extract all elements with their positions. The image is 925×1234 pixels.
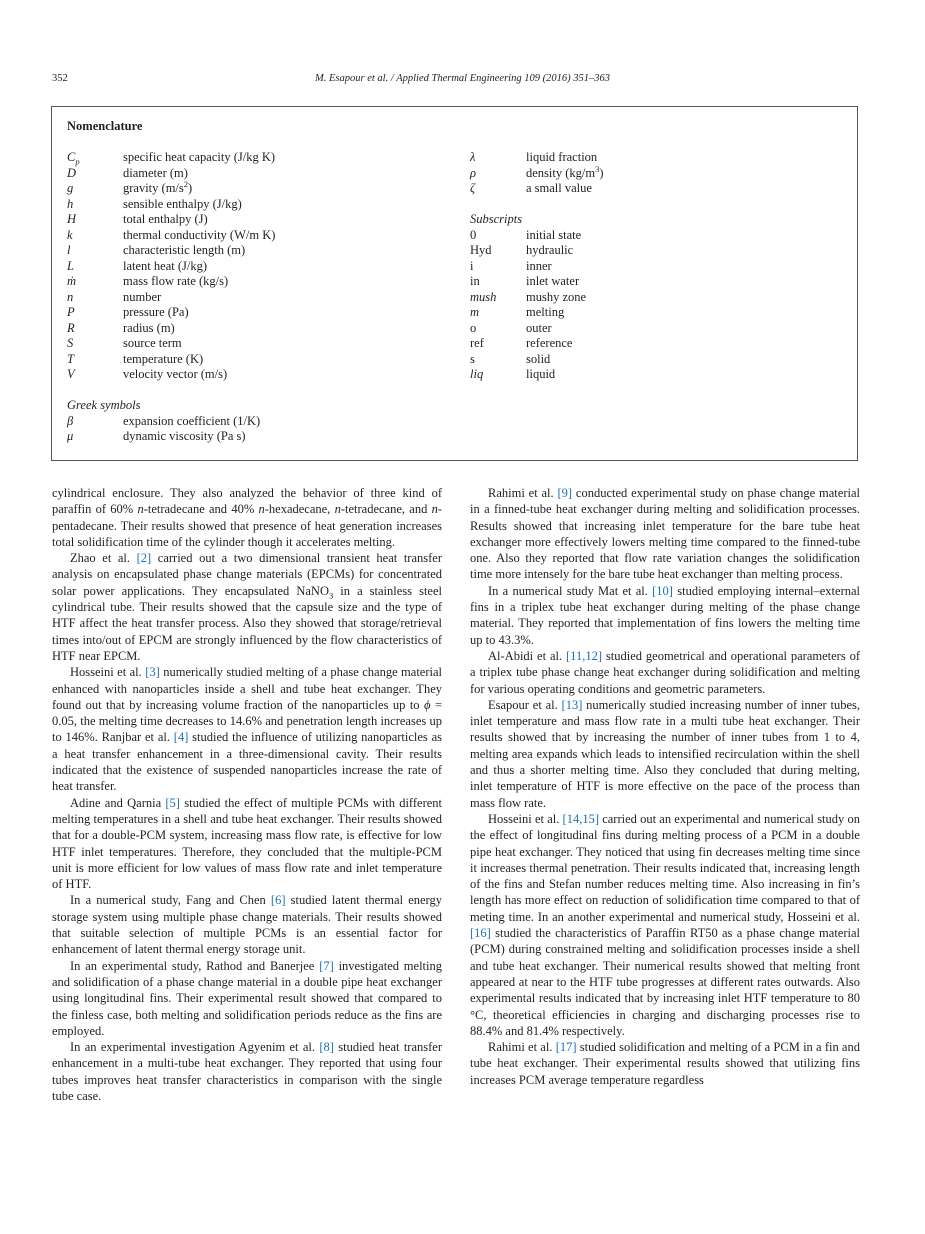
paragraph: In an experimental investigation Agyenim et al. [8] studied heat transfer enhancement in a multi-tube heat exchanger. They reported that using four tubes improves heat transfer characteristics in comparison with the single tube case. bbox=[52, 1040, 442, 1103]
nomenclature-definition: total enthalpy (J) bbox=[123, 212, 208, 226]
nomenclature-definition: outer bbox=[526, 320, 552, 335]
nomenclature-symbol: g bbox=[67, 181, 74, 195]
paragraph: Rahimi et al. [9] conducted experimental study on phase change material in a finned-tube heat exchanger during melting and solidification processes. Results showed that increasing inlet temperature for the bare tube heat exchanger more effectively lowers melting time compared to the finned-tube one. Also they reported that flow rate variation changes the solidification time more intensely for the bare tube heat exchanger than melting process. bbox=[470, 486, 860, 582]
nomenclature-row bbox=[470, 290, 830, 306]
definition-superscript: 3 bbox=[595, 163, 600, 174]
nomenclature-row bbox=[470, 352, 830, 368]
citation-link[interactable]: [4] bbox=[173, 730, 189, 745]
nomenclature-row bbox=[470, 181, 830, 197]
nomenclature-symbol: mush bbox=[470, 289, 497, 304]
nomenclature-definition: velocity vector (m/s) bbox=[123, 367, 228, 381]
spacer bbox=[470, 197, 830, 213]
paragraph: Adine and Qarnia [5] studied the effect of multiple PCMs with different melting temperatures in a shell and tube heat exchanger. Their results showed that for a double-PCM system, increasing mass flow rate, is effective for low HTF inlet temperatures. Therefore, they concluded that the multiple-PCM unit is more efficient for low values of mass flow rate and inlet temperature of HTF. bbox=[52, 795, 443, 892]
nomenclature-symbol: ref bbox=[470, 336, 484, 350]
nomenclature-symbol: λ bbox=[470, 150, 476, 164]
nomenclature-row bbox=[470, 321, 830, 337]
nomenclature-definition: density $(kg/m^3)$ bbox=[526, 163, 604, 180]
nomenclature-definition: dynamic viscosity (Pa s) bbox=[123, 429, 246, 443]
definition-superscript: 2 bbox=[183, 178, 189, 189]
nomenclature-definition: inlet water bbox=[526, 274, 580, 288]
paragraph: Al-Abidi et al. [11,12] studied geometrical and operational parameters of a triplex tube phase change heat exchanger during solidification and melting for various operating conditions and geometric parameters. bbox=[470, 648, 860, 696]
nomenclature-definition: characteristic length (m) bbox=[123, 243, 246, 257]
nomenclature-box bbox=[51, 106, 858, 461]
citation-link[interactable]: [16] bbox=[470, 926, 491, 941]
nomenclature-row bbox=[67, 259, 447, 275]
nomenclature-definition: expansion coefficient (1/K) bbox=[123, 413, 261, 428]
nomenclature-row bbox=[470, 336, 830, 352]
nomenclature-row bbox=[67, 290, 447, 306]
citation-link[interactable]: [11,12] bbox=[566, 648, 602, 663]
citation-link[interactable]: [5] bbox=[165, 795, 180, 810]
nomenclature-left-column bbox=[67, 150, 447, 445]
nomenclature-definition: initial state bbox=[526, 227, 582, 242]
nomenclature-row bbox=[67, 414, 447, 430]
nomenclature-row bbox=[470, 259, 830, 275]
nomenclature-title: Nomenclature bbox=[67, 119, 143, 133]
nomenclature-row bbox=[67, 197, 447, 213]
greek-symbols-heading: Greek symbols bbox=[67, 398, 141, 412]
nomenclature-definition: sensible enthalpy (J/kg) bbox=[123, 196, 242, 211]
nomenclature-definition: mushy zone bbox=[526, 289, 587, 304]
body-right-column bbox=[470, 485, 860, 1088]
nomenclature-definition: latent heat (J/kg) bbox=[123, 258, 207, 273]
nomenclature-row bbox=[470, 150, 830, 166]
nomenclature-definition: melting bbox=[526, 305, 565, 319]
citation-link[interactable]: [13] bbox=[561, 697, 583, 712]
nomenclature-symbol: μ bbox=[67, 429, 74, 443]
nomenclature-row bbox=[470, 274, 830, 290]
nomenclature-definition: a small value bbox=[526, 181, 592, 195]
nomenclature-symbol: l bbox=[67, 243, 71, 257]
nomenclature-symbol: in bbox=[470, 274, 480, 288]
nomenclature-symbol: k bbox=[67, 227, 73, 242]
nomenclature-symbol: S⃗ bbox=[67, 336, 83, 350]
nomenclature-row bbox=[67, 305, 447, 321]
paragraph: cylindrical enclosure. They also analyzed the behavior of three kind of paraffin of 60% n-tetradecane and 40% n-hexadecane, n-tetradecane, and n-pentadecane. Their results showed that presence of heat generation increases total solidification time of the cylinder though it accelerates melting. bbox=[52, 486, 443, 549]
nomenclature-row bbox=[67, 150, 447, 166]
nomenclature-row bbox=[470, 243, 830, 259]
nomenclature-symbol: m bbox=[470, 305, 480, 319]
paragraph: In a numerical study, Fang and Chen [6] studied latent thermal energy storage system using multiple phase change materials. Their results showed that suitable selection of multiple PCMs is an essential factor for enhancement of latent thermal energy storage unit. bbox=[52, 893, 442, 957]
nomenclature-definition: source term bbox=[123, 336, 182, 350]
subscripts-heading: Subscripts bbox=[470, 212, 523, 226]
nomenclature-row bbox=[470, 367, 830, 383]
nomenclature-definition: pressure (Pa) bbox=[123, 305, 189, 319]
symbol-subscript: p bbox=[75, 156, 80, 167]
citation-link[interactable]: [3] bbox=[145, 665, 160, 680]
spacer bbox=[67, 383, 447, 399]
nomenclature-row bbox=[67, 212, 447, 228]
nomenclature-row bbox=[67, 274, 447, 290]
nomenclature-symbol: ζ bbox=[470, 181, 476, 195]
paragraph: In a numerical study Mat et al. [10] studied employing internal–external fins in a triplex tube heat exchanger during melting of the phase change material. They reported that implementation of fins lowers the melting time up to 43.3%. bbox=[470, 583, 860, 647]
nomenclature-symbol: h bbox=[67, 196, 74, 211]
page-number: 352 bbox=[52, 73, 68, 84]
nomenclature-symbol: i bbox=[470, 258, 474, 273]
nomenclature-symbol: ρ bbox=[470, 165, 476, 180]
nomenclature-symbol: Hyd bbox=[470, 243, 492, 257]
citation-link[interactable]: [17] bbox=[555, 1040, 577, 1055]
nomenclature-symbol: s bbox=[470, 351, 475, 366]
nomenclature-symbol: o bbox=[470, 320, 477, 335]
nomenclature-symbol: R bbox=[67, 320, 75, 335]
nomenclature-symbol: T bbox=[67, 351, 74, 366]
paragraph: Zhao et al. [2] carried out a two dimensional transient heat transfer analysis on encapsulated phase change materials (EPCMs) for concentrated solar power applications. They encapsulated NaNO$_3$ in a stainless steel cylindrical tube. Their results showed that the capsule size and the type of HTF affect the heat transfer process. Also they showed that storage/retrieval times into/out of EPCM are strongly influenced by the flow characteristics of HTF near EPCM. bbox=[52, 551, 442, 663]
nomenclature-symbol: $C_p$ bbox=[67, 150, 80, 167]
citation-link[interactable]: [2] bbox=[136, 551, 152, 566]
nomenclature-row bbox=[67, 228, 447, 244]
nomenclature-symbol: L bbox=[67, 258, 74, 273]
nomenclature-definition: hydraulic bbox=[526, 243, 574, 257]
nomenclature-row bbox=[470, 228, 830, 244]
nomenclature-row bbox=[470, 305, 830, 321]
nomenclature-definition: gravity $(m/s^2)$ bbox=[123, 178, 193, 195]
nomenclature-symbol: 0 bbox=[470, 227, 477, 242]
paragraph: Hosseini et al. [14,15] carried out an experimental and numerical study on the effect of longitudinal fins during melting process of a PCM in a double pipe heat exchanger. They noticed that using fin decreases melting time since it increases thermal penetration. Their results indicated that, increasing length of the fins and Stefan number reduces melting time. Also increasing in fin’s length has more effect on reduction of solidification time compared to that of meting time. In an another experimental and numerical study, Hosseini et al. [16] studied the characteristics of Paraffin RT50 as a phase change material (PCM) during constrained melting and solidification processes inside a shell and tube heat exchanger. Their numerical results showed that melting front appeared at near to the HTF tube progresses at different rates outwards. Also experimental results indicated that by increasing inlet HTF temperature to 80 °C, theoretical efficiencies in charging and discharging processes rise to 88.4% and 81.4% respectively. bbox=[470, 811, 860, 1038]
paragraph: Rahimi et al. [17] studied solidification and melting of a PCM in a fin and tube heat exchanger. Their experimental results showed that utilizing fins increases PCM average temperature regardless bbox=[470, 1040, 860, 1087]
citation-link[interactable]: [8] bbox=[319, 1040, 334, 1055]
nomenclature-definition: diameter (m) bbox=[123, 165, 188, 180]
citation-link[interactable]: [9] bbox=[557, 486, 573, 500]
citation-link[interactable]: [6] bbox=[270, 893, 286, 908]
journal-header: M. Esapour et al. / Applied Thermal Engineering 109 (2016) 351–363 bbox=[315, 73, 610, 84]
nomenclature-definition: reference bbox=[526, 336, 573, 350]
nomenclature-definition: thermal conductivity (W/m K) bbox=[123, 227, 276, 242]
nomenclature-definition: specific heat capacity (J/kg K) bbox=[123, 150, 276, 164]
nomenclature-symbol: liq bbox=[470, 367, 484, 381]
nomenclature-definition: radius (m) bbox=[123, 320, 175, 335]
nomenclature-definition: mass flow rate (kg/s) bbox=[123, 274, 229, 288]
nomenclature-row bbox=[67, 321, 447, 337]
citation-link[interactable]: [10] bbox=[652, 583, 673, 598]
citation-link[interactable]: [14,15] bbox=[562, 811, 599, 826]
nomenclature-row bbox=[67, 336, 447, 352]
nomenclature-row bbox=[67, 178, 447, 197]
nomenclature-row bbox=[67, 166, 447, 182]
nomenclature-symbol: H bbox=[67, 212, 77, 226]
nomenclature-symbol: V⃗ bbox=[67, 367, 85, 381]
nomenclature-definition: solid bbox=[526, 351, 551, 366]
paragraph: Hosseini et al. [3] numerically studied melting of a phase change material enhanced with nanoparticles inside a shell and tube heat exchanger. They found out that by increasing volume fraction of the nanoparticles up to ϕ = 0.05, the melting time decreases to 14.6% and penetration length increases up to 146%. Ranjbar et al. [4] studied the influence of utilizing nanoparticles as a heat transfer enhancement in a three-dimensional cavity. Their results indicated that the existence of suspended nanoparticles increase the rate of heat transfer. bbox=[52, 665, 443, 794]
nomenclature-definition: liquid bbox=[526, 367, 556, 381]
nomenclature-right-column bbox=[470, 150, 830, 383]
nomenclature-symbol: D bbox=[67, 165, 77, 180]
nomenclature-symbol: n bbox=[67, 289, 74, 304]
nomenclature-symbol: ṁ bbox=[67, 274, 77, 288]
nomenclature-row bbox=[67, 429, 447, 445]
nomenclature-row bbox=[67, 243, 447, 259]
nomenclature-row bbox=[67, 352, 447, 368]
nomenclature-definition: number bbox=[123, 289, 162, 304]
nomenclature-definition: inner bbox=[526, 258, 552, 273]
paragraph: Esapour et al. [13] numerically studied increasing number of inner tubes, inlet temperature and mass flow rate in a multi tube heat exchanger. Their results showed that by increasing the number of inner tubes from 1 to 4, melting area expands which leads to intensified recirculation within the shell and thus a shorter melting time. Also they concluded that during melting, inlet temperature of HTF is more effective on the pace of the process than mass flow rate. bbox=[470, 697, 860, 810]
citation-link[interactable]: [7] bbox=[319, 958, 334, 973]
nomenclature-row bbox=[67, 367, 447, 383]
nomenclature-symbol: P bbox=[67, 305, 75, 319]
paragraph: In an experimental study, Rathod and Banerjee [7] investigated melting and solidification of a phase change material in a double pipe heat exchanger using longitudinal fins. Their experimental result showed that compared to the finless case, both melting and solidification periods reduce as the fins are employed. bbox=[52, 958, 442, 1038]
nomenclature-row bbox=[470, 163, 830, 182]
nomenclature-definition: temperature (K) bbox=[123, 351, 204, 366]
nomenclature-definition: liquid fraction bbox=[526, 150, 598, 164]
body-left-column bbox=[52, 485, 442, 1104]
nomenclature-symbol: β bbox=[67, 413, 74, 428]
